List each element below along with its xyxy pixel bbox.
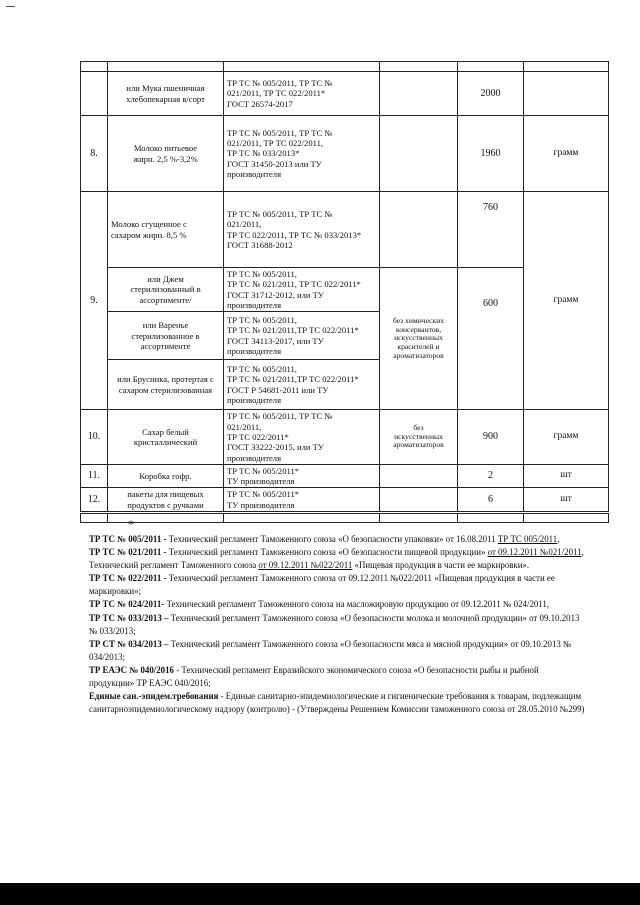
table-row	[81, 464, 609, 488]
note-paragraph	[89, 690, 585, 716]
text-line: хлебопекарная в/сорт	[126, 93, 205, 104]
text-line: 021/2011,	[227, 421, 262, 432]
text-line: без	[413, 422, 424, 432]
table-row	[81, 192, 609, 268]
note-underlined-ref: от 09.12.2011 №021/2011	[487, 547, 582, 558]
text-line: Сахар белый	[142, 426, 189, 437]
requirements	[380, 72, 458, 116]
requirements	[380, 488, 458, 513]
text-line: пакеты для пищевых	[127, 489, 204, 500]
row-number: 11.	[81, 464, 108, 488]
table-row-empty	[81, 513, 609, 523]
requirements	[380, 410, 458, 465]
note-tail: «Пищевая продукция в части ее маркировки».	[352, 560, 530, 571]
text-line: ароматизаторов	[393, 350, 444, 360]
text-line: ассортименте/	[139, 294, 192, 305]
note-text: Технический регламент Таможенного союза «О безопасности пищевой продукции»	[166, 547, 488, 558]
text-line: ТР ТС № 005/2011,	[227, 364, 297, 375]
regulation-code: ТР ЕАЭС № 040/2016	[89, 664, 174, 675]
table-row	[81, 410, 609, 465]
table-header-stub-row	[81, 62, 609, 72]
standard-refs	[224, 72, 380, 116]
row-number: 8.	[81, 116, 108, 192]
text-line: искусственных	[394, 333, 443, 343]
row-number	[81, 72, 108, 116]
note-paragraph	[89, 664, 585, 690]
text-line: ГОСТ 34113-2017, или ТУ	[227, 335, 324, 346]
quantity: 900	[458, 410, 524, 465]
standard-refs	[224, 410, 380, 465]
text-line: ТР ТС № 021/2011,ТР ТС 022/2011*	[227, 374, 359, 385]
row-number: 9.	[81, 192, 108, 410]
text-line: ассортименте	[140, 340, 191, 351]
unit: шт	[524, 488, 609, 513]
note-text: Технический регламент Таможенного союза «О безопасности молока и молочной продукции» от 09.10.2013 № 033/2013;	[89, 612, 580, 636]
note-text: - Единые санитарно-эпидемиологические и гигиенические требования к товарам, подлежащим санитарноэпидемиологическому надзору (контролю) - (Утверждены Решением Комиссии таможенного союза от 28.05.2010 №299)	[89, 691, 585, 715]
note-paragraph	[89, 559, 585, 572]
text-line: производителя	[227, 346, 282, 357]
text-line: ТР ТС № 005/2011, ТР ТС №	[227, 208, 333, 219]
requirements	[380, 192, 458, 268]
text-line: Коробка гофр.	[139, 470, 192, 481]
note-underlined-ref: ТР ТС 005/2011	[497, 534, 558, 544]
row-number: 10.	[81, 410, 108, 465]
product-name	[108, 410, 224, 465]
regulation-code: ТР СТ № 034/2013 –	[89, 638, 169, 649]
text-line: кристаллический	[133, 437, 198, 448]
quantity: 760	[458, 192, 524, 268]
note-text: Технический регламент Таможенного союза	[89, 560, 259, 571]
empty-cell	[458, 513, 524, 523]
note-text: Технический регламент Таможенного союза «О безопасности упаковки» от 16.08.2011	[166, 534, 498, 544]
text-line: ТР ТС 022/2011, ТР ТС № 033/2013*	[227, 229, 362, 240]
empty-cell	[108, 513, 224, 523]
regulation-notes	[89, 533, 585, 716]
table-row	[81, 72, 609, 116]
unit	[524, 72, 609, 116]
text-line: или Брусника, протертая с	[117, 374, 214, 385]
quantity: 600	[458, 268, 524, 410]
note-paragraph	[89, 612, 585, 638]
text-line: ГОСТ 31712-2012, или ТУ	[227, 289, 324, 300]
regulation-code: ТР ТС № 021/2011 -	[89, 547, 167, 558]
text-line: или Варенье	[142, 320, 189, 331]
unit: шт	[524, 464, 609, 488]
text-line: консервантов,	[395, 324, 442, 334]
product-name	[108, 72, 224, 116]
standard-refs	[224, 312, 380, 360]
row-number: 12.	[81, 488, 108, 513]
regulation-code: ТР ТС № 033/2013 –	[89, 612, 169, 623]
empty-cell	[224, 513, 380, 523]
product-spec-table	[80, 61, 609, 523]
product-name	[108, 268, 224, 312]
product-name	[108, 360, 224, 410]
text-line: ТР ТС № 021/2011,ТР ТС 022/2011*	[227, 325, 359, 336]
text-line: ТР ТС № 005/2011,	[227, 315, 297, 326]
note-paragraph	[89, 572, 585, 598]
empty-cell	[81, 513, 108, 523]
product-name	[108, 192, 224, 268]
text-line: ГОСТ 31688-2012	[227, 239, 293, 250]
regulation-code: ТР ТС № 024/2011-	[89, 599, 165, 610]
text-line: ТР ТС № 005/2011*	[227, 489, 300, 500]
note-paragraph	[89, 598, 585, 611]
quantity: 1960	[458, 116, 524, 192]
table-row	[81, 488, 609, 513]
text-line: искусственных	[394, 431, 443, 441]
quantity: 2	[458, 464, 524, 488]
table-row	[81, 116, 609, 192]
empty-cell	[380, 513, 458, 523]
note-text: - Технический регламент Евразийского экономического союза «О безопасности рыбы и рыбной продукции» ТР ЕАЭС 040/2016;	[89, 664, 539, 689]
standard-refs	[224, 268, 380, 312]
text-line: ароматизаторов	[393, 440, 444, 450]
text-line: ТР ТС 022/2011*	[227, 431, 289, 442]
note-tail: ,	[581, 547, 584, 558]
footnote-asterisk: *	[128, 517, 134, 531]
regulation-code: Единые сан.-эпидем.требования	[89, 691, 219, 702]
text-line: или Мука пшеничная	[126, 83, 205, 94]
standard-refs	[224, 116, 380, 192]
text-line: производителя	[227, 299, 282, 310]
text-line: стерилизованный в	[130, 284, 201, 295]
text-line: ТР ТС № 005/2011, ТР ТС №	[227, 127, 333, 138]
note-paragraph	[89, 638, 585, 664]
text-line: ТР ТС № 021/2011, ТР ТС 022/2011*	[227, 279, 361, 290]
requirements	[380, 464, 458, 488]
unit: грамм	[524, 192, 609, 410]
standard-refs	[224, 192, 380, 268]
text-line: ГОСТ 26574-2017	[227, 98, 293, 109]
text-line: ГОСТ 33222-2015, или ТУ	[227, 442, 324, 453]
note-paragraph	[89, 546, 585, 559]
text-line: 021/2011, ТР ТС 022/2011,	[227, 138, 324, 149]
regulation-code: ТР ТС № 005/2011 -	[89, 534, 167, 544]
requirements	[380, 268, 458, 410]
product-name	[108, 488, 224, 513]
note-text: Технический регламент Таможенного союза «О безопасности мяса и мясной продукции» от 09.10.2013 № 034/2013;	[89, 638, 572, 662]
text-line: ТУ производителя	[227, 476, 295, 487]
standard-refs	[224, 464, 380, 488]
text-line: или Джем	[147, 274, 184, 285]
text-line: ТР ТС № 005/2011*	[227, 465, 300, 476]
quantity: 6	[458, 488, 524, 513]
requirements	[380, 116, 458, 192]
text-line: производителя	[227, 168, 282, 179]
quantity: 2000	[458, 72, 524, 116]
text-line: 021/2011, ТР ТС 022/2011*	[227, 88, 326, 99]
text-line: продуктов с ручками	[127, 499, 204, 510]
text-line: жирн. 2,5 %-3,2%	[133, 153, 198, 164]
text-line: ТУ производителя	[227, 499, 295, 510]
text-line: без химических	[392, 315, 445, 325]
text-line: ТР ТС № 033/2013*	[227, 148, 300, 159]
text-line: красителей и	[397, 341, 440, 351]
text-line: ТР ТС № 005/2011,	[227, 269, 297, 279]
text-line: ГОСТ 31450-2013 или ТУ	[227, 158, 322, 169]
text-line: ГОСТ Р 54681-2011 или ТУ	[227, 384, 329, 395]
text-line: ТР ТС № 005/2011, ТР ТС №	[227, 411, 333, 422]
text-line: Молоко сгущенное с	[111, 219, 187, 230]
unit: грамм	[524, 116, 609, 192]
text-line: производителя	[227, 395, 282, 406]
note-tail: ,	[557, 534, 560, 544]
scan-corner-mark	[6, 6, 15, 13]
text-line: стерилизованное в	[131, 330, 200, 341]
product-name	[108, 312, 224, 360]
note-paragraph	[89, 533, 585, 546]
text-line: ТР ТС № 005/2011, ТР ТС №	[227, 78, 333, 89]
text-line: 021/2011,	[227, 219, 262, 230]
standard-refs	[224, 488, 380, 513]
note-underlined-ref: от 09.12.2011 №022/2011	[258, 560, 353, 571]
note-text: Технический регламент Таможенного союза от 09.12.2011 №022/2011 «Пищевая продукция в части ее маркировки»;	[89, 573, 555, 597]
text-line: Молоко питьевое	[133, 143, 198, 154]
text-line: сахаром стерилизованная	[118, 384, 213, 395]
product-name	[108, 464, 224, 488]
text-line: сахаром жирн. 8,5 %	[111, 229, 187, 240]
unit: грамм	[524, 410, 609, 465]
product-name	[108, 116, 224, 192]
empty-cell	[524, 513, 609, 523]
text-line: производителя	[227, 452, 282, 463]
note-text: Технический регламент Таможенного союза на масложировую продукцию от 09.12.2011 № 024/2011,	[164, 599, 550, 610]
scan-bottom-bar	[0, 883, 640, 905]
regulation-code: ТР ТС № 022/2011 -	[89, 573, 167, 584]
standard-refs	[224, 360, 380, 410]
